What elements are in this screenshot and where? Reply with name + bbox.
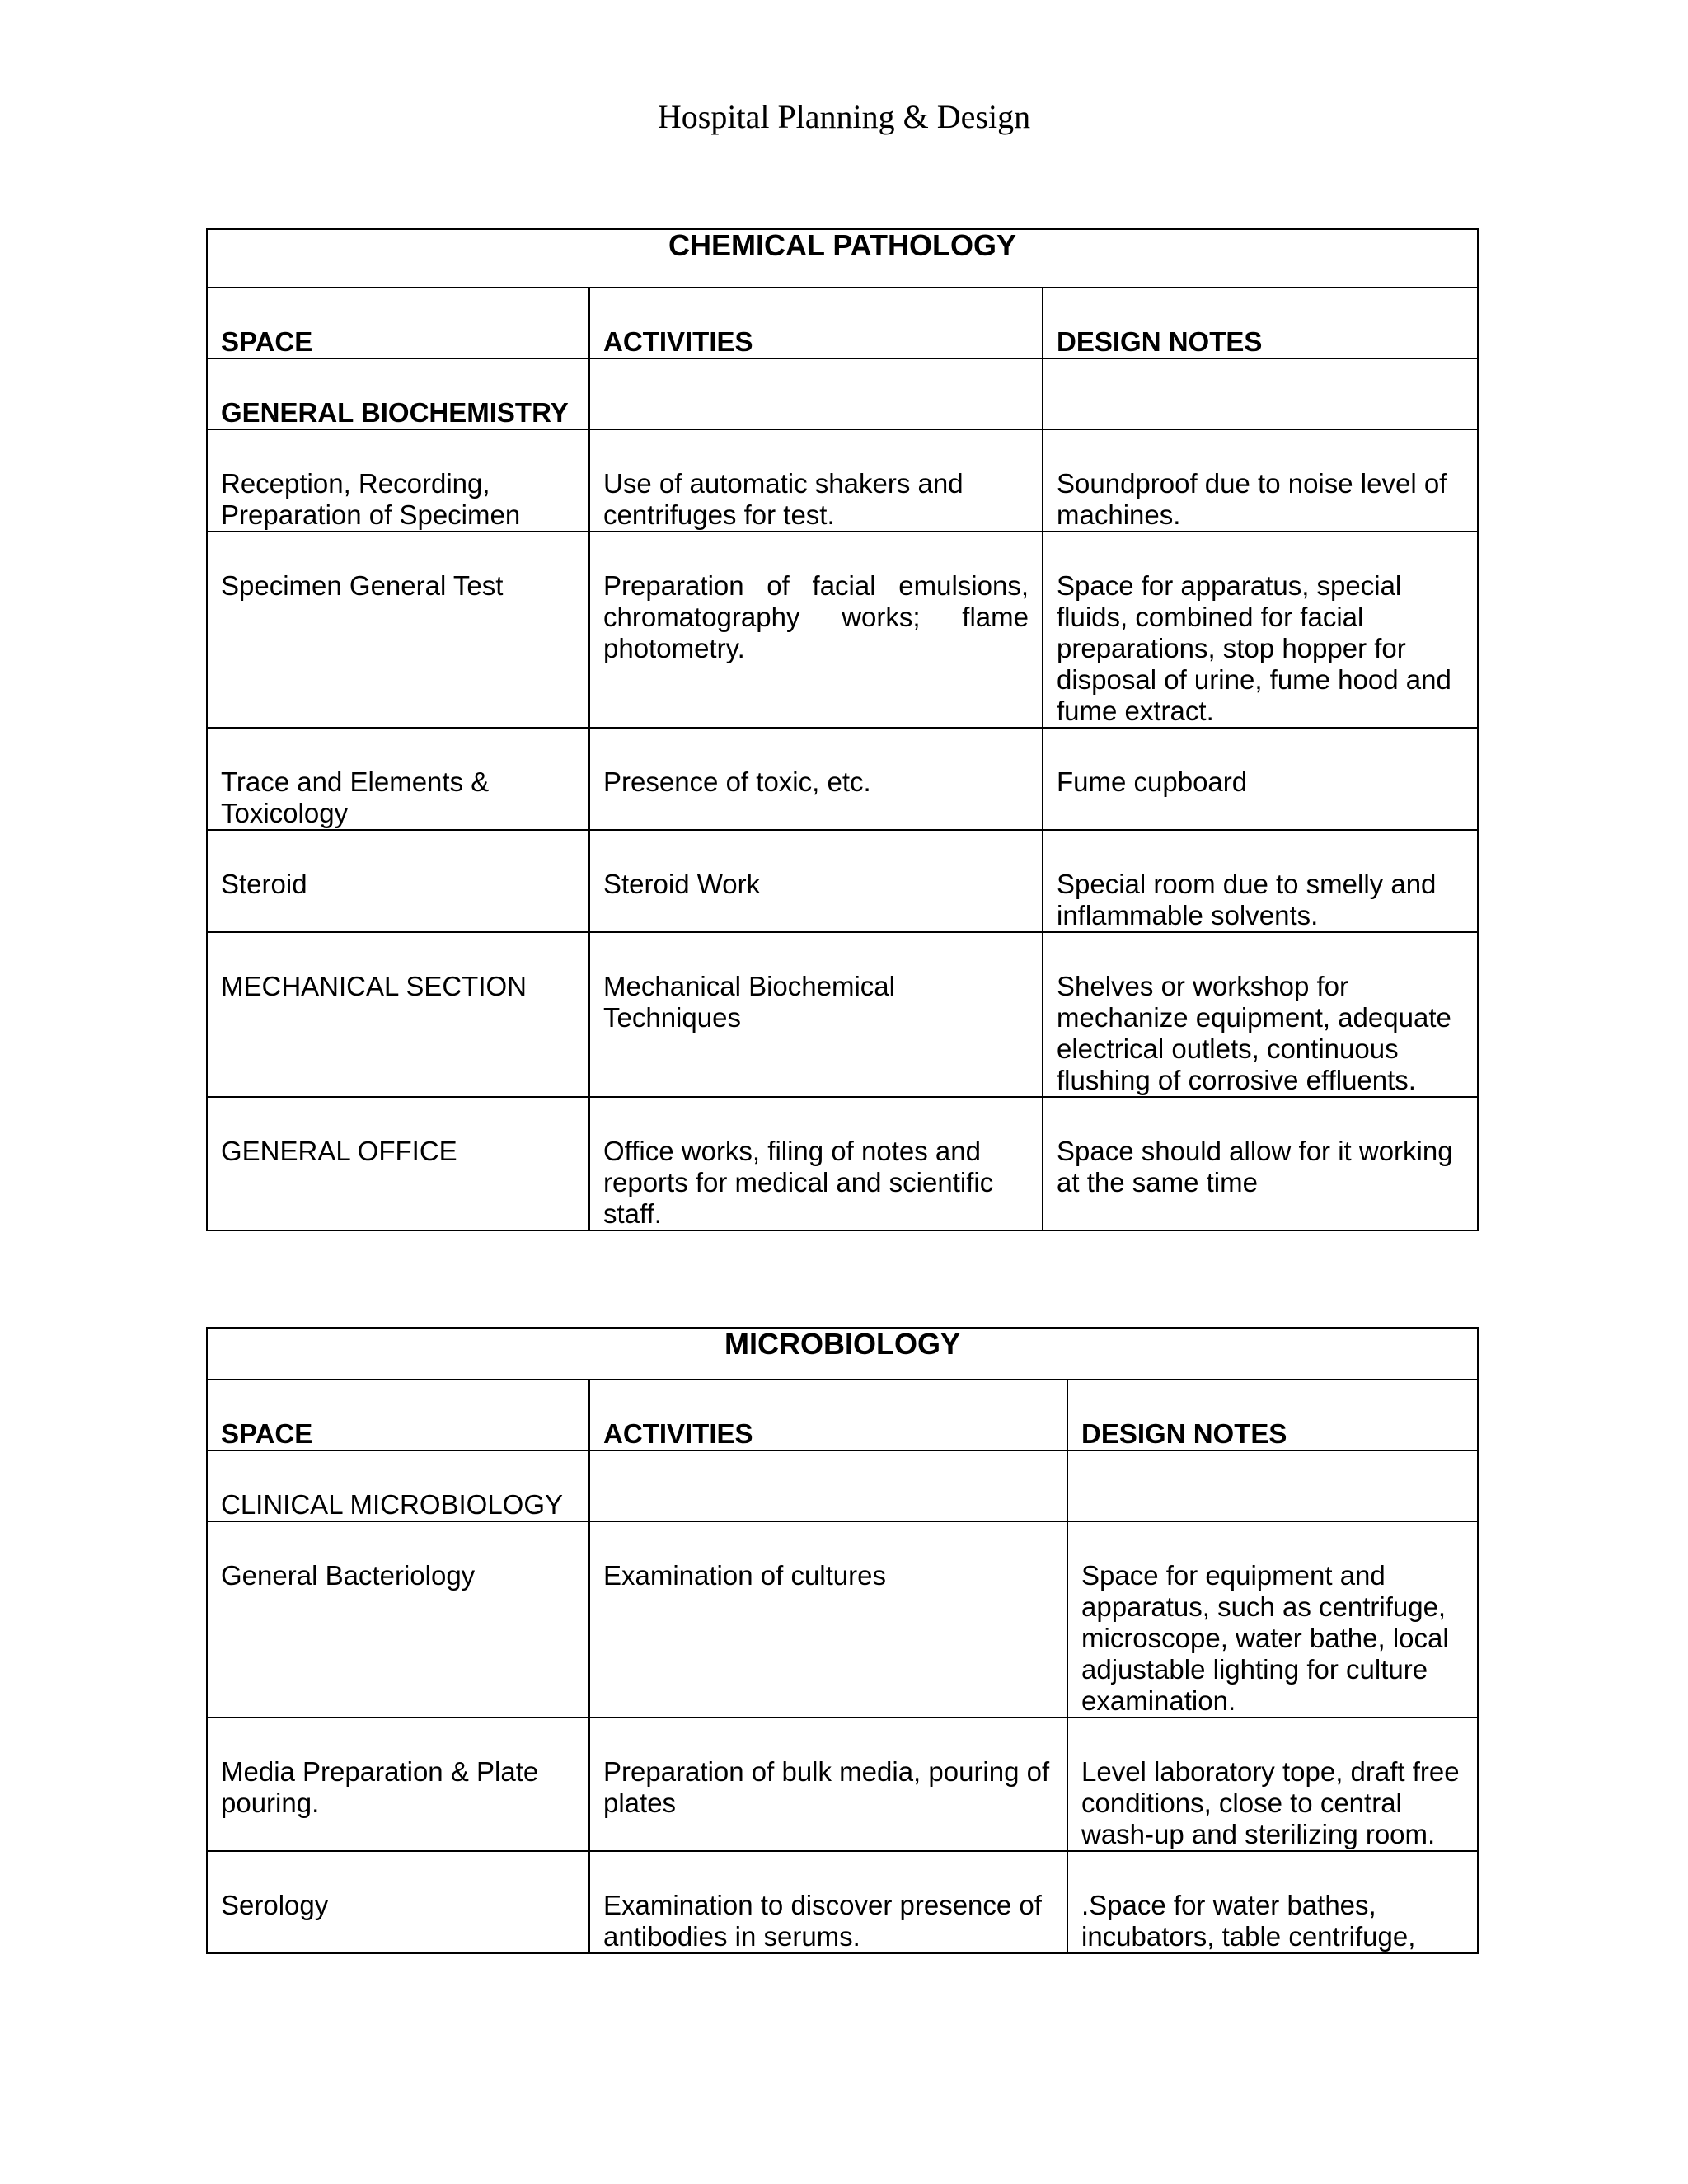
space-cell: Specimen General Test — [207, 532, 589, 728]
table-row — [207, 1097, 1478, 1230]
space-cell: Serology — [207, 1851, 589, 1953]
activities-cell: Use of automatic shakers and centrifuges for test. — [589, 429, 1043, 532]
design-notes-cell: Space for equipment and apparatus, such as centrifuge, microscope, water bathe, local adjustable lighting for culture examination. — [1067, 1521, 1478, 1718]
design-notes-cell: Shelves or workshop for mechanize equipment, adequate electrical outlets, continuous flushing of corrosive effluents. — [1043, 932, 1478, 1097]
microbiology-table — [206, 1327, 1479, 1954]
section-row — [207, 1451, 1478, 1521]
empty-cell — [589, 359, 1043, 429]
activities-cell: Mechanical Biochemical Techniques — [589, 932, 1043, 1097]
space-cell: GENERAL OFFICE — [207, 1097, 589, 1230]
activities-cell: Examination to discover presence of antibodies in serums. — [589, 1851, 1067, 1953]
activities-cell: Presence of toxic, etc. — [589, 728, 1043, 830]
column-header-space: SPACE — [207, 288, 589, 359]
design-notes-cell: Soundproof due to noise level of machines. — [1043, 429, 1478, 532]
empty-cell — [1067, 1451, 1478, 1521]
table-row — [207, 1521, 1478, 1718]
space-cell: Trace and Elements & Toxicology — [207, 728, 589, 830]
design-notes-cell: Fume cupboard — [1043, 728, 1478, 830]
table-row — [207, 1851, 1478, 1953]
table-title-row — [207, 1328, 1478, 1380]
space-cell: MECHANICAL SECTION — [207, 932, 589, 1097]
section-label: CLINICAL MICROBIOLOGY — [207, 1451, 589, 1521]
chemical-pathology-table — [206, 228, 1479, 1231]
empty-cell — [1043, 359, 1478, 429]
design-notes-cell: .Space for water bathes, incubators, table centrifuge, — [1067, 1851, 1478, 1953]
space-cell: Steroid — [207, 830, 589, 932]
activities-cell: Office works, filing of notes and reports for medical and scientific staff. — [589, 1097, 1043, 1230]
activities-cell: Preparation of bulk media, pouring of plates — [589, 1718, 1067, 1851]
header-row — [207, 1380, 1478, 1451]
column-header-design-notes: DESIGN NOTES — [1067, 1380, 1478, 1451]
table-row — [207, 429, 1478, 532]
activities-cell: Examination of cultures — [589, 1521, 1067, 1718]
table-title: MICROBIOLOGY — [207, 1328, 1478, 1380]
column-header-design-notes: DESIGN NOTES — [1043, 288, 1478, 359]
empty-cell — [589, 1451, 1067, 1521]
column-header-activities: ACTIVITIES — [589, 288, 1043, 359]
section-label: GENERAL BIOCHEMISTRY — [207, 359, 589, 429]
space-cell: Reception, Recording, Preparation of Specimen — [207, 429, 589, 532]
section-row — [207, 359, 1478, 429]
design-notes-cell: Special room due to smelly and inflammable solvents. — [1043, 830, 1478, 932]
design-notes-cell: Space for apparatus, special fluids, combined for facial preparations, stop hopper for disposal of urine, fume hood and fume extract. — [1043, 532, 1478, 728]
space-cell: General Bacteriology — [207, 1521, 589, 1718]
space-cell: Media Preparation & Plate pouring. — [207, 1718, 589, 1851]
activities-cell: Steroid Work — [589, 830, 1043, 932]
table-row — [207, 830, 1478, 932]
table-row — [207, 932, 1478, 1097]
table-row — [207, 532, 1478, 728]
table-title: CHEMICAL PATHOLOGY — [207, 229, 1478, 288]
column-header-activities: ACTIVITIES — [589, 1380, 1067, 1451]
design-notes-cell: Level laboratory tope, draft free conditions, close to central wash-up and sterilizing room. — [1067, 1718, 1478, 1851]
table-title-row — [207, 229, 1478, 288]
design-notes-cell: Space should allow for it working at the same time — [1043, 1097, 1478, 1230]
column-header-space: SPACE — [207, 1380, 589, 1451]
table-row — [207, 1718, 1478, 1851]
table-row — [207, 728, 1478, 830]
header-row — [207, 288, 1478, 359]
page-header: Hospital Planning & Design — [657, 98, 1031, 135]
activities-cell: Preparation of facial emulsions, chromatography works; flame photometry. — [589, 532, 1043, 728]
